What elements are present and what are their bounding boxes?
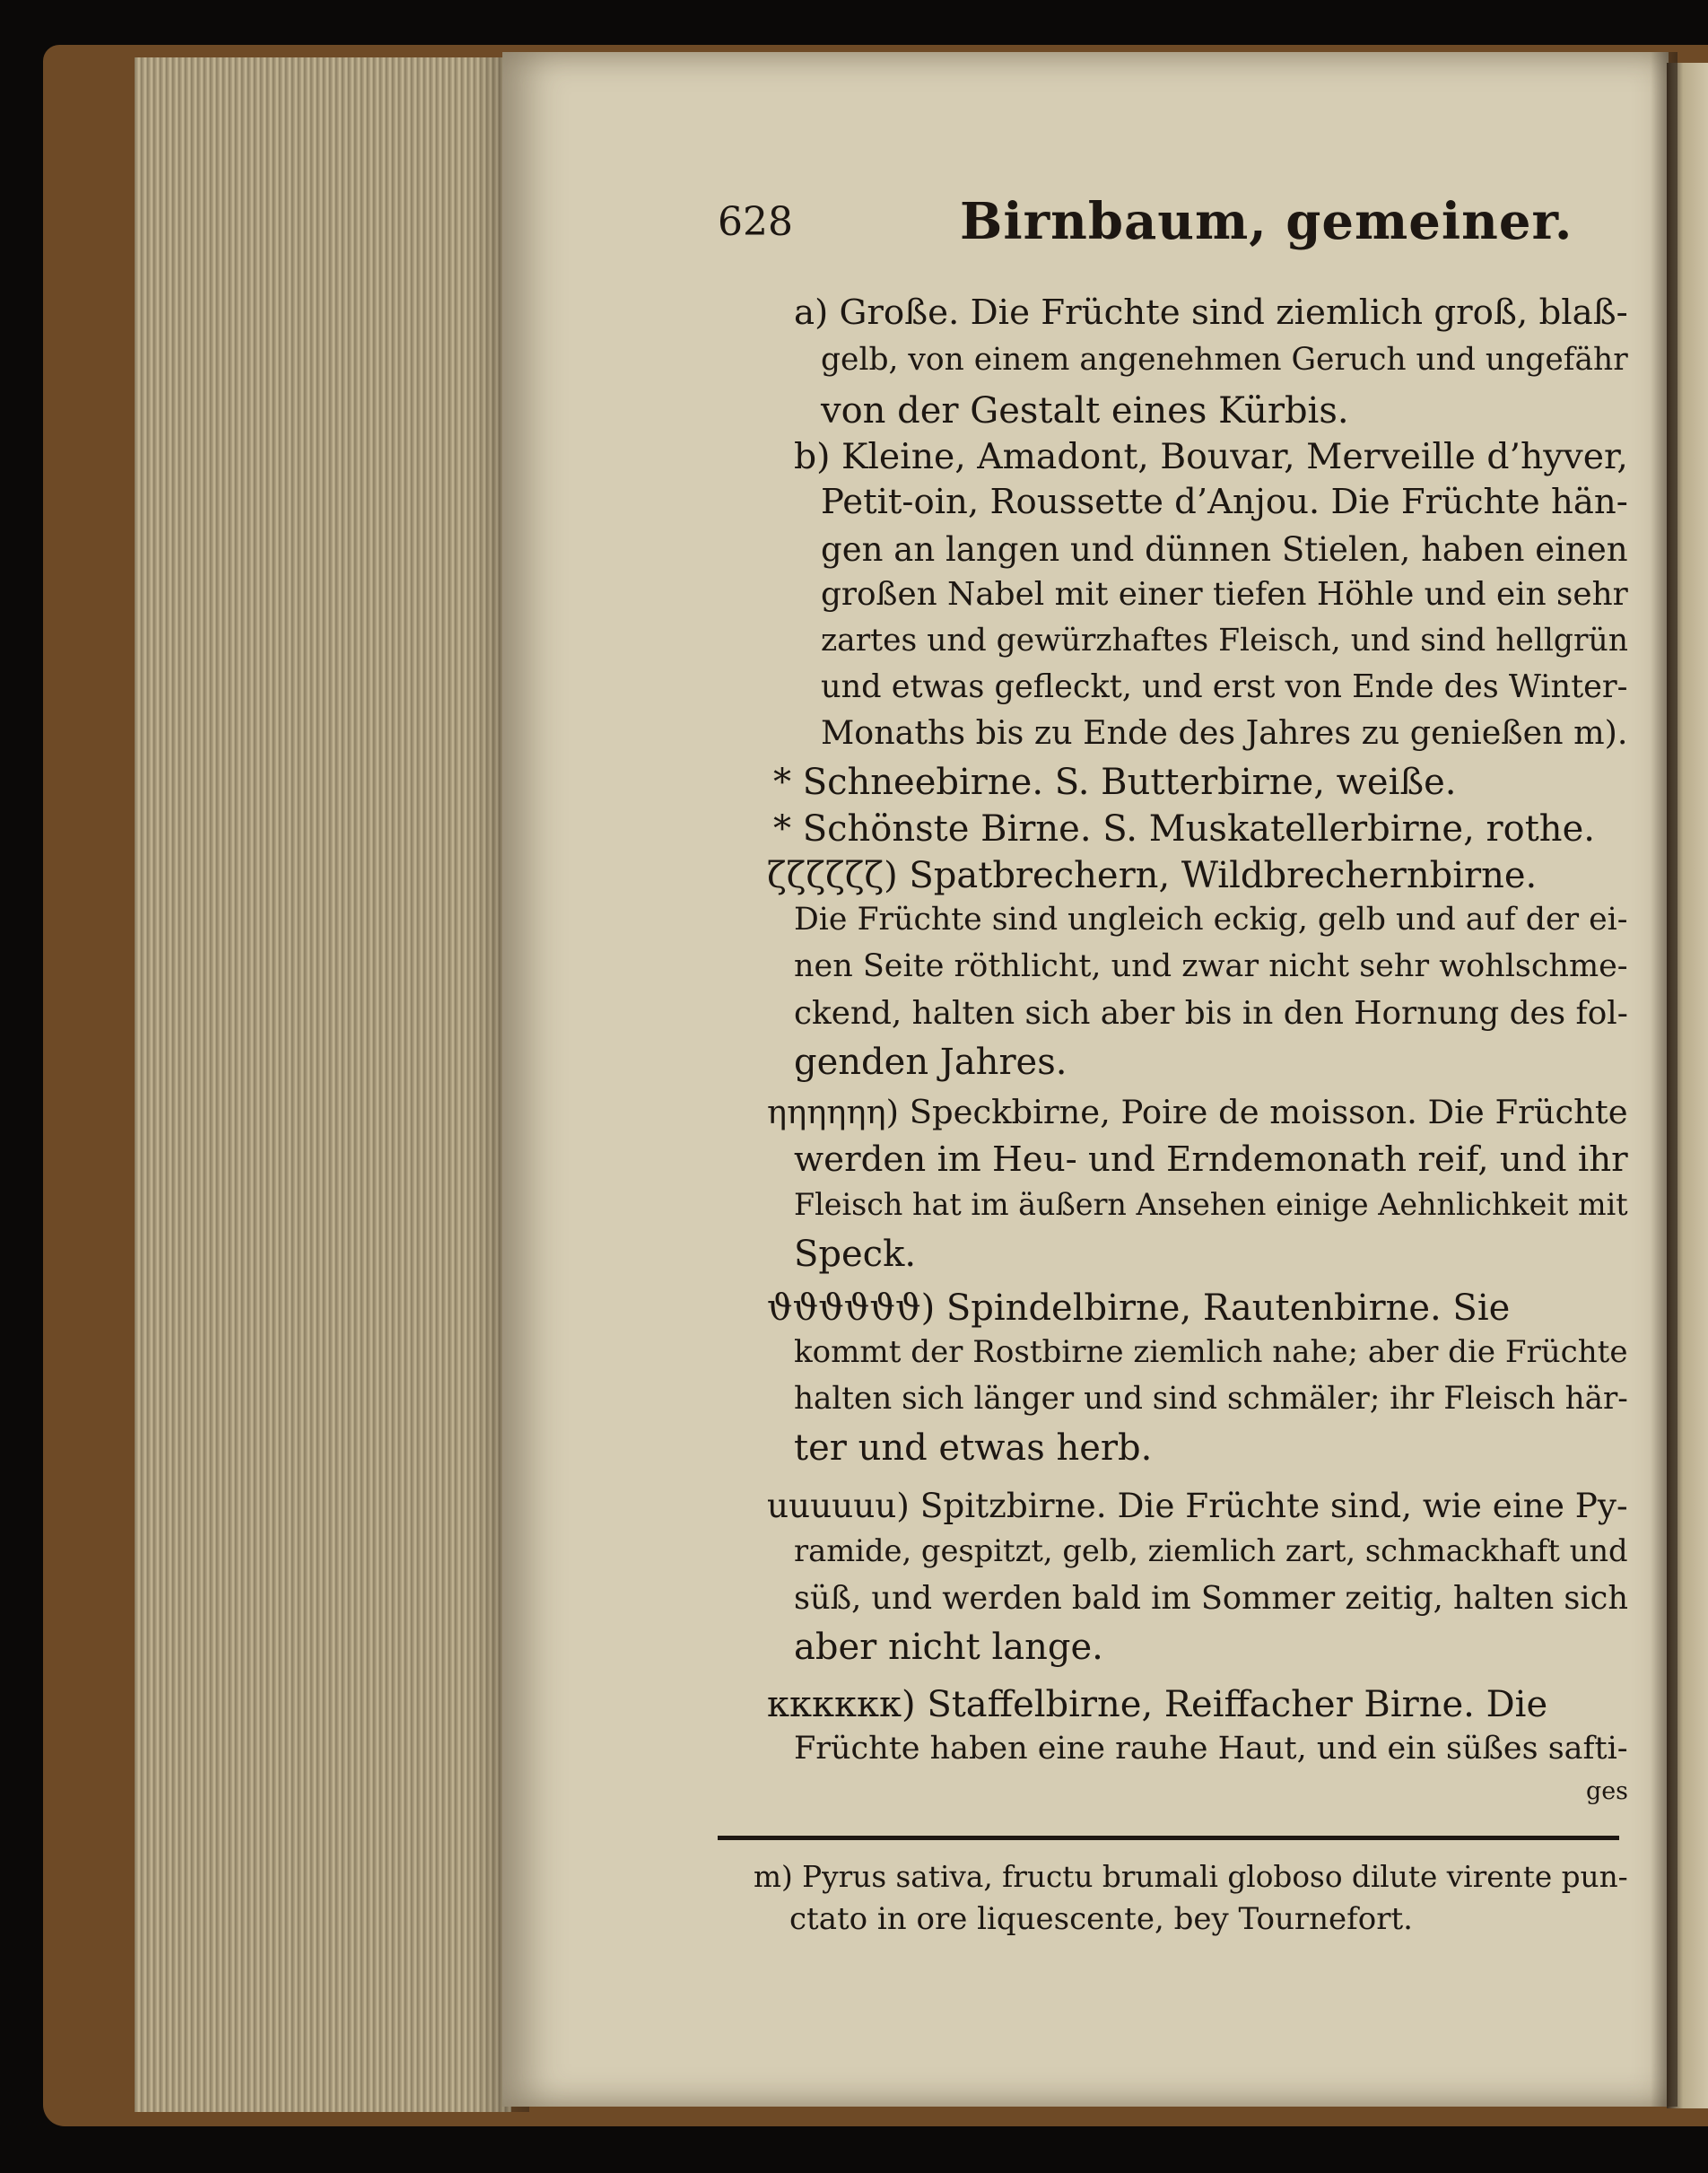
text-line: Fleisch hat im äußern Ansehen einige Aehnlichkeit mit [794, 1187, 1628, 1222]
page-number: 628 [718, 199, 793, 245]
text-line: gen an langen und dünnen Stielen, haben einen [821, 530, 1628, 569]
footnote-rule [718, 1836, 1619, 1840]
entry-heading: ζζζζζζ) Spatbrechern, Wildbrechernbirne. [767, 855, 1538, 896]
gutter-shadow [1651, 52, 1678, 2107]
text-line: und etwas gefleckt, und erst von Ende des Winter- [821, 668, 1628, 705]
text-line: b) Kleine, Amadont, Bouvar, Merveille d’hyver, [794, 437, 1628, 477]
text-line: aber nicht lange. [794, 1627, 1103, 1668]
text-line: Früchte haben eine rauhe Haut, und ein süßes safti- [794, 1731, 1628, 1767]
text-line: Monaths bis zu Ende des Jahres zu genießen m). [821, 713, 1628, 752]
entry-heading: ηηηηηη) Speckbirne, Poire de moisson. Die Früchte [767, 1093, 1628, 1131]
text-line: ter und etwas herb. [794, 1427, 1153, 1469]
catchword: ges [1586, 1777, 1628, 1805]
text-line: halten sich länger und sind schmäler; ihr Fleisch här- [794, 1381, 1628, 1417]
entry-heading: ϑϑϑϑϑϑ) Spindelbirne, Rautenbirne. Sie [767, 1287, 1511, 1329]
text-line: Speck. [794, 1234, 917, 1275]
text-line: großen Nabel mit einer tiefen Höhle und ein sehr [821, 576, 1628, 613]
page-edges [135, 57, 511, 2112]
text-line: von der Gestalt eines Kürbis. [821, 390, 1349, 432]
cross-reference-line: * Schneebirne. S. Butterbirne, weiße. [773, 762, 1457, 803]
text-line: zartes und gewürzhaftes Fleisch, und sind hellgrün [821, 623, 1628, 659]
text-line: nen Seite röthlicht, und zwar nicht sehr wohlschme- [794, 948, 1628, 984]
text-line: genden Jahres. [794, 1042, 1068, 1083]
text-line: Petit-oin, Roussette d’Anjou. Die Früchte hän- [821, 482, 1628, 522]
cross-reference-line: * Schönste Birne. S. Muskatellerbirne, rothe. [773, 808, 1595, 850]
footnote-line: ctato in ore liquescente, bey Tournefort. [789, 1901, 1413, 1937]
text-line: ckend, halten sich aber bis in den Hornung des fol- [794, 995, 1628, 1032]
text-line: gelb, von einem angenehmen Geruch und ungefähr [821, 342, 1628, 378]
text-line: a) Große. Die Früchte sind ziemlich groß, blaß- [794, 292, 1628, 333]
footnote-line: m) Pyrus sativa, fructu brumali globoso dilute virente pun- [754, 1860, 1628, 1894]
text-line: süß, und werden bald im Sommer zeitig, halten sich [794, 1580, 1628, 1617]
text-line: kommt der Rostbirne ziemlich nahe; aber die Früchte [794, 1334, 1628, 1370]
text-line: ramide, gespitzt, gelb, ziemlich zart, schmackhaft und [794, 1533, 1628, 1568]
entry-heading: uuuuuu) Spitzbirne. Die Früchte sind, wie eine Py- [767, 1486, 1628, 1525]
entry-heading: κκκκκκ) Staffelbirne, Reiffacher Birne. Die [767, 1684, 1548, 1725]
text-line: werden im Heu- und Erndemonath reif, und ihr [794, 1139, 1628, 1180]
text-line: Die Früchte sind ungleich eckig, gelb und auf der ei- [794, 902, 1628, 938]
page-header [718, 192, 1615, 262]
running-title: Birnbaum, gemeiner. [960, 192, 1573, 251]
